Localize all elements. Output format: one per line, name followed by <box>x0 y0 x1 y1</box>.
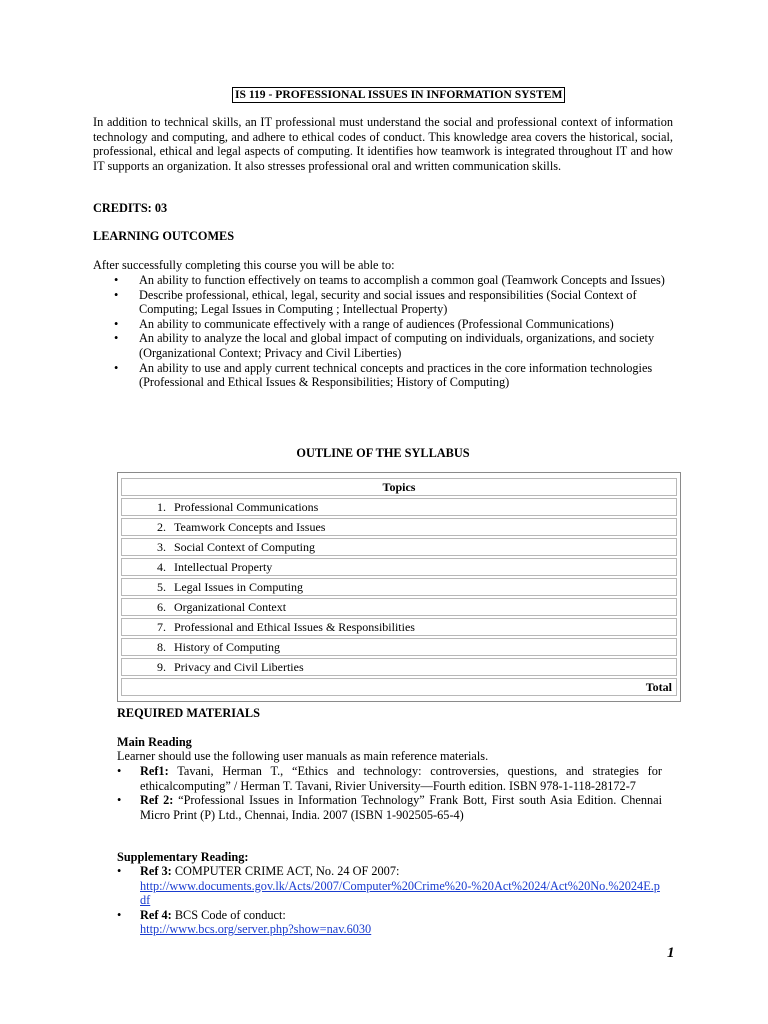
table-total-row <box>121 678 677 696</box>
bullet-icon: • <box>117 864 122 878</box>
bullet-icon: • <box>114 273 119 287</box>
outcome-text: An ability to communicate effectively with a range of audiences (Professional Communications) <box>139 316 614 331</box>
syllabus-heading: OUTLINE OF THE SYLLABUS <box>296 446 470 460</box>
topic-number: 4. <box>157 560 166 574</box>
topic-label: Teamwork Concepts and Issues <box>174 520 326 534</box>
topic-cell <box>121 538 677 556</box>
learning-outcomes-heading: LEARNING OUTCOMES <box>93 229 235 243</box>
table-row <box>121 518 677 536</box>
topic-label: Privacy and Civil Liberties <box>174 660 304 674</box>
topic-number: 8. <box>157 640 166 654</box>
course-title: IS 119 - PROFESSIONAL ISSUES IN INFORMATION SYSTEM <box>232 87 565 103</box>
topic-label: Organizational Context <box>174 600 287 614</box>
reference-text: BCS Code of conduct: <box>171 907 286 922</box>
page-number: 1 <box>667 945 675 961</box>
outcome-text: An ability to function effectively on teams to accomplish a common goal (Teamwork Concepts and Issues) <box>139 273 665 287</box>
supplementary-reading-list <box>117 864 662 937</box>
topic-cell <box>121 498 677 516</box>
required-materials-heading: REQUIRED MATERIALS <box>117 706 260 720</box>
table-header-row <box>121 478 677 496</box>
main-reading-description: Learner should use the following user manuals as main reference materials. <box>117 749 489 763</box>
reference-text: “Professional Issues in Information Technology” Frank Bott, First south Asia Edition. Chennai Micro Print (P) Ltd., Chennai, India. 2007 (ISBN 1-902505-65-4) <box>140 793 662 822</box>
table-row <box>121 598 677 616</box>
topic-label: Professional Communications <box>174 500 319 514</box>
table-row <box>121 578 677 596</box>
reference-text: COMPUTER CRIME ACT, No. 24 OF 2007: <box>171 864 400 878</box>
topic-cell <box>121 658 677 676</box>
topic-cell <box>121 518 677 536</box>
topic-number: 3. <box>157 540 166 554</box>
reference-label: Ref 4: <box>140 907 172 922</box>
table-row <box>121 618 677 636</box>
topic-number: 6. <box>157 600 166 614</box>
bullet-icon: • <box>117 764 122 778</box>
outcome-text: An ability to use and apply current technical concepts and practices in the core information technologies (Professional and Ethical Issues & Responsibilities; History of Computing) <box>139 360 653 390</box>
topic-label: Intellectual Property <box>174 560 273 574</box>
reference-text: Tavani, Herman T., “Ethics and technology: controversies, questions, and strategies for ethicalcomputing” / Herman T. Tavani, Rivier University—Fourth edition. ISBN 978-1-118-28172-7 <box>140 764 662 793</box>
topic-number: 5. <box>157 580 166 594</box>
bullet-icon: • <box>114 331 119 346</box>
reference-item <box>117 764 662 793</box>
bullet-icon: • <box>114 287 119 302</box>
reference-label: Ref1: <box>140 764 169 778</box>
table-row <box>121 638 677 656</box>
outcome-item <box>93 273 673 288</box>
main-reading-list <box>117 764 662 822</box>
learning-outcomes-intro: After successfully completing this course you will be able to: <box>93 258 395 272</box>
bullet-icon: • <box>114 360 119 375</box>
table-row <box>121 498 677 516</box>
topic-number: 7. <box>157 620 166 634</box>
outcome-text: Describe professional, ethical, legal, security and social issues and responsibilities (Social Context of Computing; Legal Issues in Computing ; Intellectual Property) <box>139 287 637 317</box>
topic-label: Social Context of Computing <box>174 540 315 554</box>
main-reading-heading: Main Reading <box>117 735 192 749</box>
topic-cell <box>121 558 677 576</box>
topics-table <box>117 472 681 702</box>
reference-item <box>117 864 662 908</box>
topic-number: 9. <box>157 660 166 674</box>
topic-number: 2. <box>157 520 166 534</box>
topic-cell <box>121 618 677 636</box>
topic-cell <box>121 578 677 596</box>
table-row <box>121 658 677 676</box>
outcome-item <box>93 361 673 390</box>
total-cell: Total <box>121 678 677 696</box>
outcome-text: An ability to analyze the local and global impact of computing on individuals, organizations, and society (Organizational Context; Privacy and Civil Liberties) <box>139 331 655 360</box>
topic-cell <box>121 598 677 616</box>
outcome-item <box>93 331 673 360</box>
topic-label: History of Computing <box>174 640 281 654</box>
topic-label: Legal Issues in Computing <box>174 580 303 594</box>
credits-heading: CREDITS: 03 <box>93 201 168 215</box>
topic-label: Professional and Ethical Issues & Responsibilities <box>174 620 415 634</box>
bullet-icon: • <box>117 907 122 922</box>
table-row <box>121 538 677 556</box>
supplementary-reading-heading: Supplementary Reading: <box>117 850 249 864</box>
bcs-code-link[interactable]: http://www.bcs.org/server.php?show=nav.6030 <box>140 922 372 937</box>
course-description: In addition to technical skills, an IT professional must understand the social and professional context of information technology and computing, and adhere to ethical codes of conduct. This knowledge area covers the historical, social, professional, ethical and legal aspects of computing. It identifies how teamwork is integrated throughout IT and how IT supports an organization. It also stresses professional oral and written communication skills. <box>93 115 673 173</box>
reference-label: Ref 2: <box>140 793 174 808</box>
reference-label: Ref 3: <box>140 864 172 878</box>
outcome-item <box>93 317 673 332</box>
topic-number: 1. <box>157 500 166 514</box>
computer-crime-act-link[interactable]: http://www.documents.gov.lk/Acts/2007/Computer%20Crime%20-%20Act%2024/Act%20No.%2024E.pdf <box>140 878 660 908</box>
topics-column-header: Topics <box>121 478 677 496</box>
table-row <box>121 558 677 576</box>
bullet-icon: • <box>114 316 119 331</box>
topic-cell <box>121 638 677 656</box>
outcome-item <box>93 288 673 317</box>
reference-item <box>117 793 662 822</box>
bullet-icon: • <box>117 793 122 808</box>
learning-outcomes-list <box>93 273 673 390</box>
reference-item <box>117 908 662 937</box>
